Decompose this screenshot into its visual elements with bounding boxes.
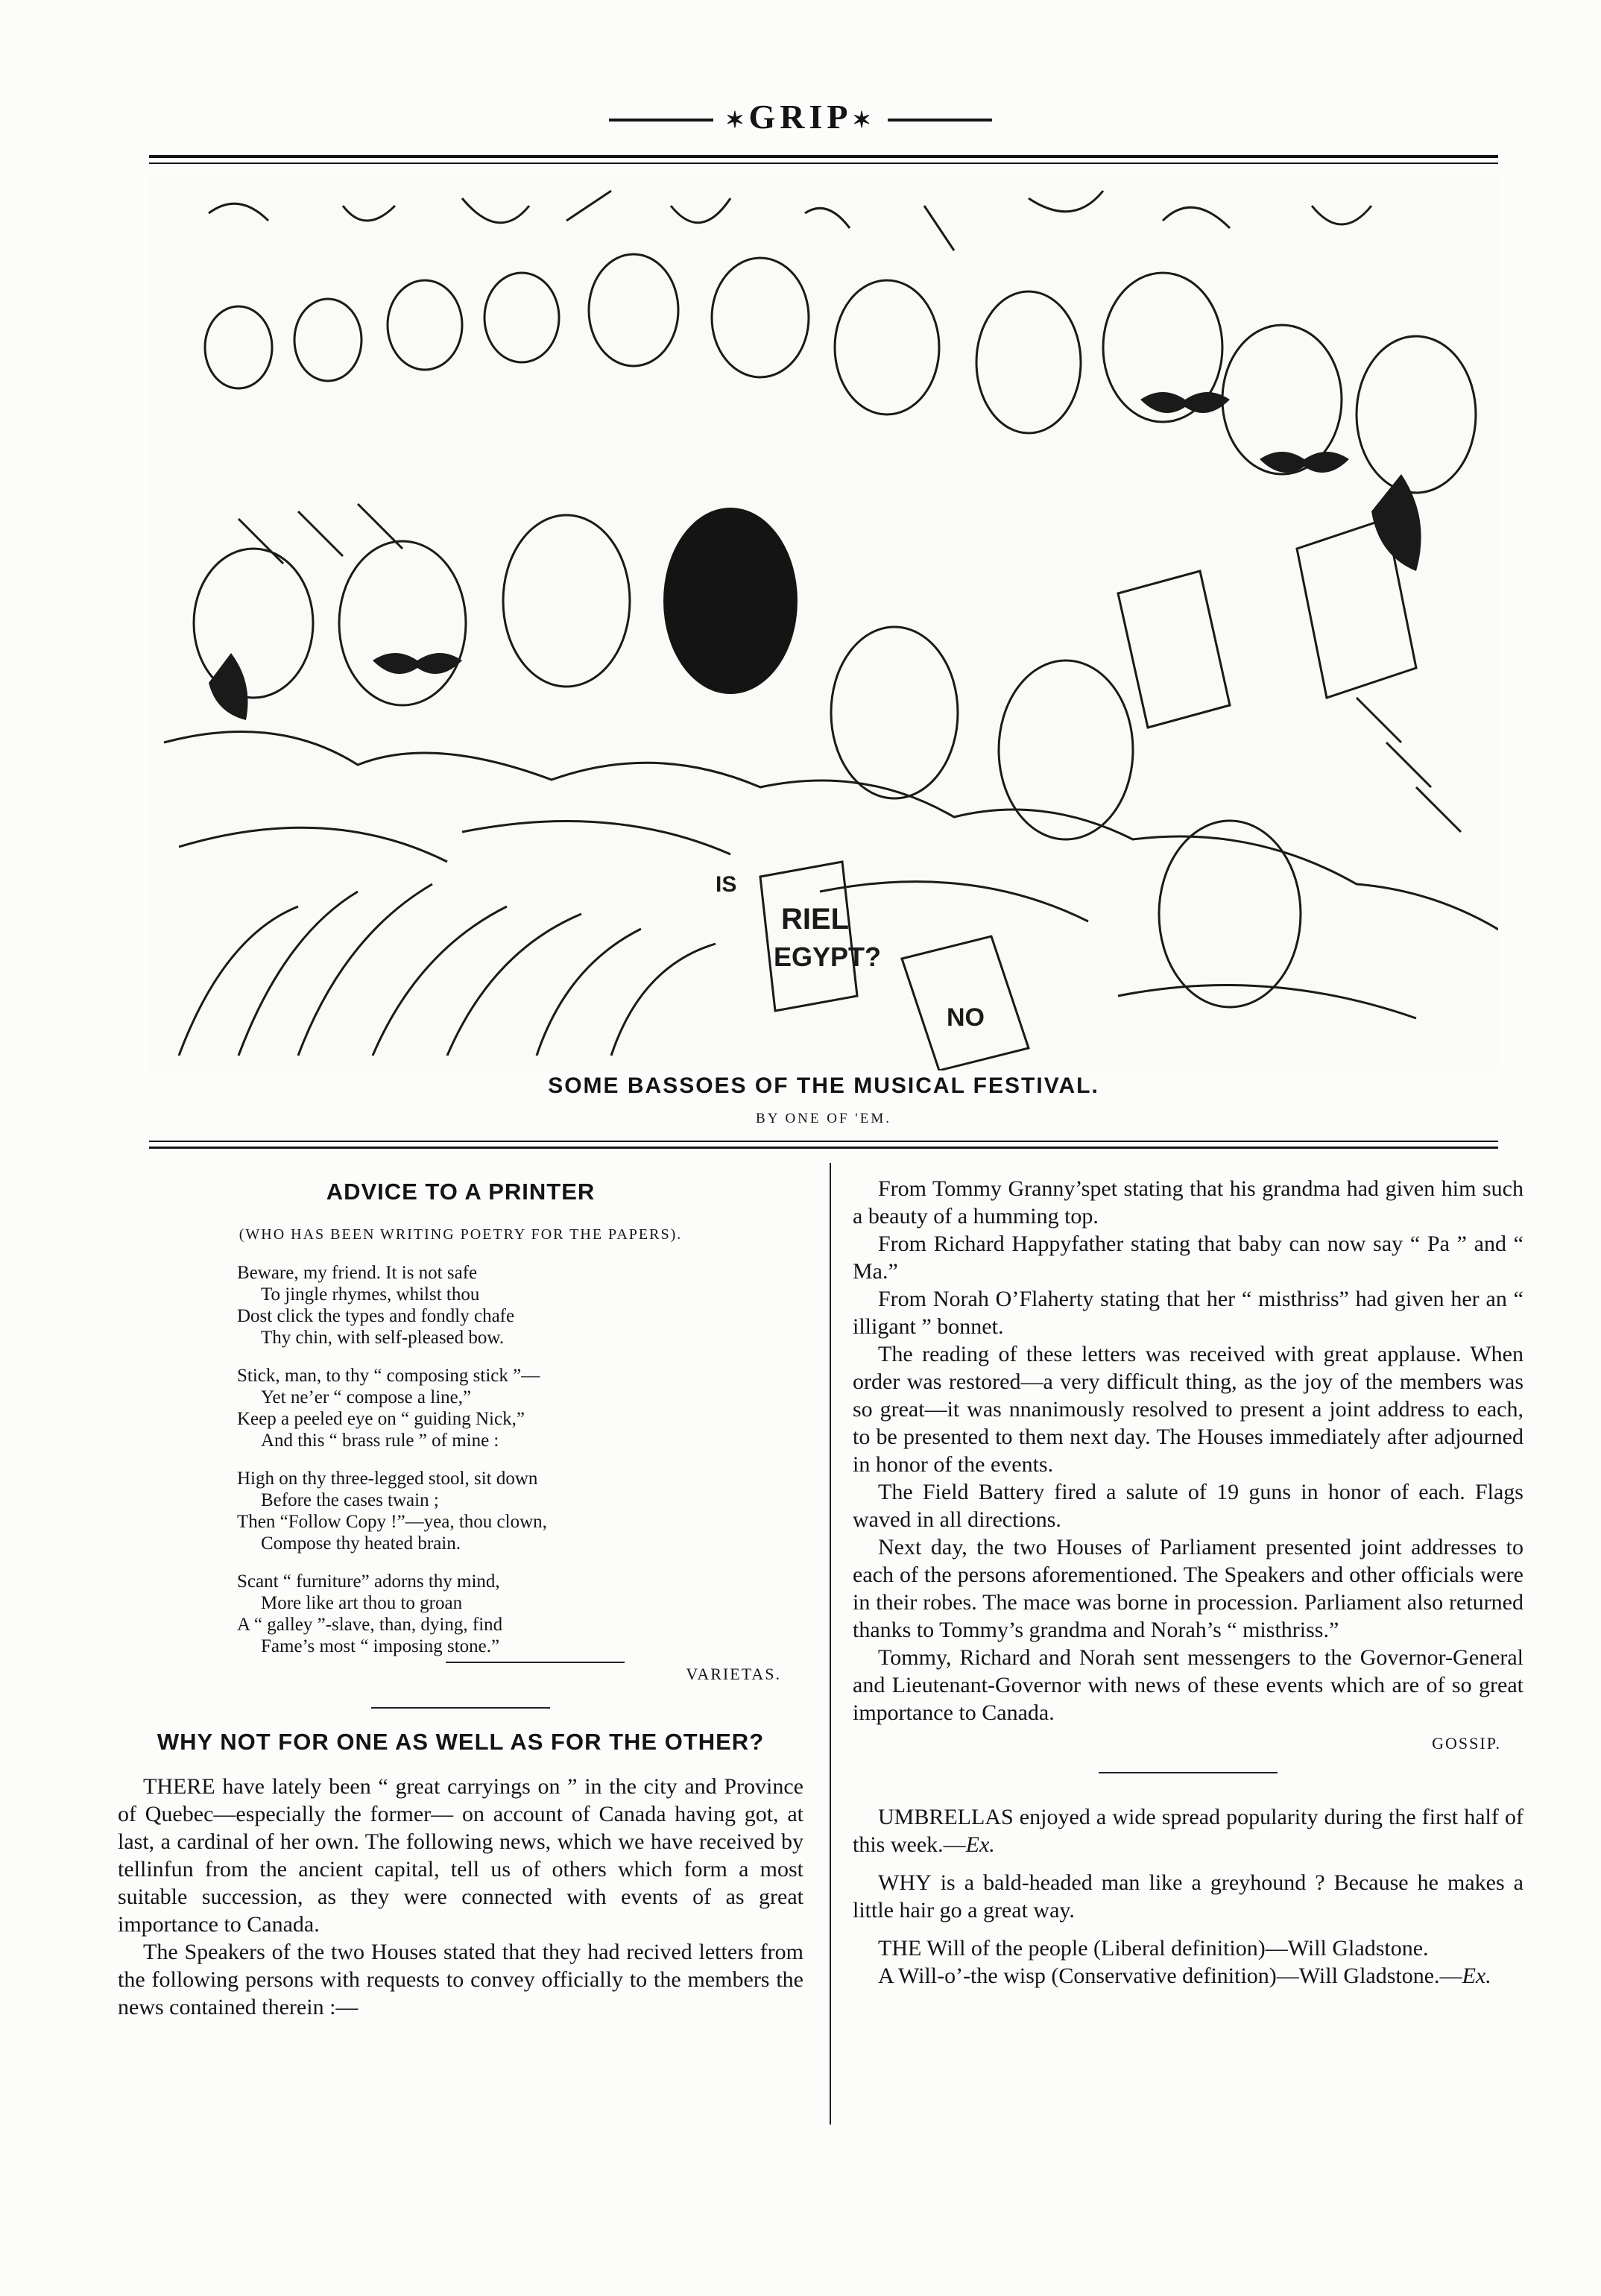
squib: WHY is a bald-headed man like a greyhound ? Because he makes a little hair go a great way.	[853, 1870, 1523, 1923]
poem-stanza	[237, 1571, 803, 1657]
poem-line: Fame’s most “ imposing stone.”	[261, 1636, 500, 1656]
poem-line: And this “ brass rule ” of mine :	[261, 1431, 499, 1451]
cartoon-illustration	[149, 176, 1498, 1070]
letter-paragraph: From Richard Happyfather stating that baby can now say “ Pa ” and “ Ma.”	[853, 1231, 1523, 1284]
poem-line: A “ galley ”-slave, than, dying, find	[237, 1615, 503, 1635]
poem-line: High on thy three-legged stool, sit down	[237, 1469, 538, 1489]
story-paragraph: Tommy, Richard and Norah sent messengers to the Governor-General and Lieutenant-Governor with news of these events which are of so great importance to Canada.	[853, 1645, 1523, 1725]
poem-stanza	[237, 1468, 803, 1554]
article-rule	[371, 1707, 550, 1709]
sheet-text-is: IS	[716, 872, 737, 897]
squib: UMBRELLAS enjoyed a wide spread popularity during the first half of this week.—Ex.	[853, 1805, 1523, 1857]
letter-paragraph: From Norah O’Flaherty stating that her “ misthriss” had given her an “ illigant ” bonnet.	[853, 1287, 1523, 1339]
why-not-title: WHY NOT FOR ONE AS WELL AS FOR THE OTHER?	[157, 1729, 765, 1755]
star-ornament-icon: ✶	[852, 107, 876, 133]
poem-line: Stick, man, to thy “ composing stick ”—	[237, 1366, 540, 1386]
poem-line: Then “Follow Copy !”—yea, thou clown,	[237, 1512, 547, 1532]
cartoon-caption: SOME BASSOES OF THE MUSICAL FESTIVAL.	[548, 1073, 1099, 1098]
sheet-text-riel: RIEL	[781, 903, 850, 936]
why-not-paragraph: The Speakers of the two Houses stated that they had recived letters from the following persons with requests to convey officially to the members the news contained therein :—	[118, 1940, 803, 2019]
poem-line: More like art thou to groan	[261, 1593, 463, 1613]
poem-stanza	[237, 1262, 803, 1349]
gossip-signature: GOSSIP.	[1432, 1734, 1501, 1753]
masthead-title: GRIP	[748, 98, 853, 136]
advice-title: ADVICE TO A PRINTER	[326, 1179, 596, 1205]
poem-line: Scant “ furniture” adorns thy mind,	[237, 1571, 500, 1592]
section-rule-top	[149, 1141, 1498, 1142]
sheet-text-egypt: EGYPT?	[774, 942, 882, 972]
star-ornament-icon: ✶	[725, 107, 749, 133]
right-column	[853, 1175, 1523, 1990]
column-divider	[830, 1163, 831, 2125]
poem-line: Before the cases twain ;	[261, 1490, 439, 1510]
masthead	[0, 97, 1601, 136]
cartoon-byline: BY ONE OF 'EM.	[756, 1111, 891, 1126]
poem-line: Compose thy heated brain.	[261, 1533, 461, 1554]
poem-line: Thy chin, with self-pleased bow.	[261, 1328, 505, 1348]
poem-signature: VARIETAS.	[686, 1665, 781, 1683]
poem-line: Yet ne’er “ compose a line,”	[261, 1387, 472, 1407]
header-rule-thin	[149, 163, 1498, 164]
header-rule-thick	[149, 155, 1498, 158]
letter-paragraph: From Tommy Granny’spet stating that his grandma had given him such a beauty of a humming top.	[853, 1176, 1523, 1229]
squib-rule	[1099, 1772, 1278, 1773]
masthead-rule-left	[609, 119, 713, 122]
story-paragraph: Next day, the two Houses of Parliament presented joint addresses to each of the persons aforementioned. The Speakers and other officials were in their robes. The mace was borne in procession. Parliament also returned thanks to Tommy’s grandma and Norah’s “ misthriss.”	[853, 1535, 1523, 1642]
poem-line: Dost click the types and fondly chafe	[237, 1306, 515, 1326]
squib: THE Will of the people (Liberal definition)—Will Gladstone.	[878, 1936, 1429, 1961]
poem-line: To jingle rhymes, whilst thou	[261, 1284, 480, 1305]
why-not-paragraph: THERE have lately been “ great carryings on ” in the city and Province of Quebec—especially the former— on account of Canada having got, at last, a cardinal of her own. The following news, which we have received by tellinfun from the ancient capital, tell us of others which form a most suitable succession, as they were connected with events of as great importance to Canada.	[118, 1774, 803, 1937]
poem-line: Beware, my friend. It is not safe	[237, 1263, 478, 1283]
poem-stanza	[237, 1365, 803, 1451]
masthead-rule-right	[888, 119, 992, 122]
advice-subtitle: (WHO HAS BEEN WRITING POETRY FOR THE PAPERS).	[239, 1226, 683, 1243]
story-paragraph: The reading of these letters was received with great applause. When order was restored—a very difficult thing, as the joy of the members was so great—it was nnanimously resolved to present a joint address to each, to be presented to them next day. The Houses immediately after adjourned in honor of the events.	[853, 1342, 1523, 1477]
section-rule-bottom	[149, 1147, 1498, 1149]
sheet-text-no: NO	[947, 1003, 985, 1032]
story-paragraph: The Field Battery fired a salute of 19 guns in honor of each. Flags waved in all directions.	[853, 1480, 1523, 1532]
dark-head-mark	[663, 508, 798, 694]
poem-line: Keep a peeled eye on “ guiding Nick,”	[237, 1409, 525, 1429]
squib: A Will-o’-the wisp (Conservative definition)—Will Gladstone.—Ex.	[878, 1964, 1491, 1988]
choir-drawing	[149, 176, 1498, 1070]
left-column	[118, 1178, 803, 2021]
